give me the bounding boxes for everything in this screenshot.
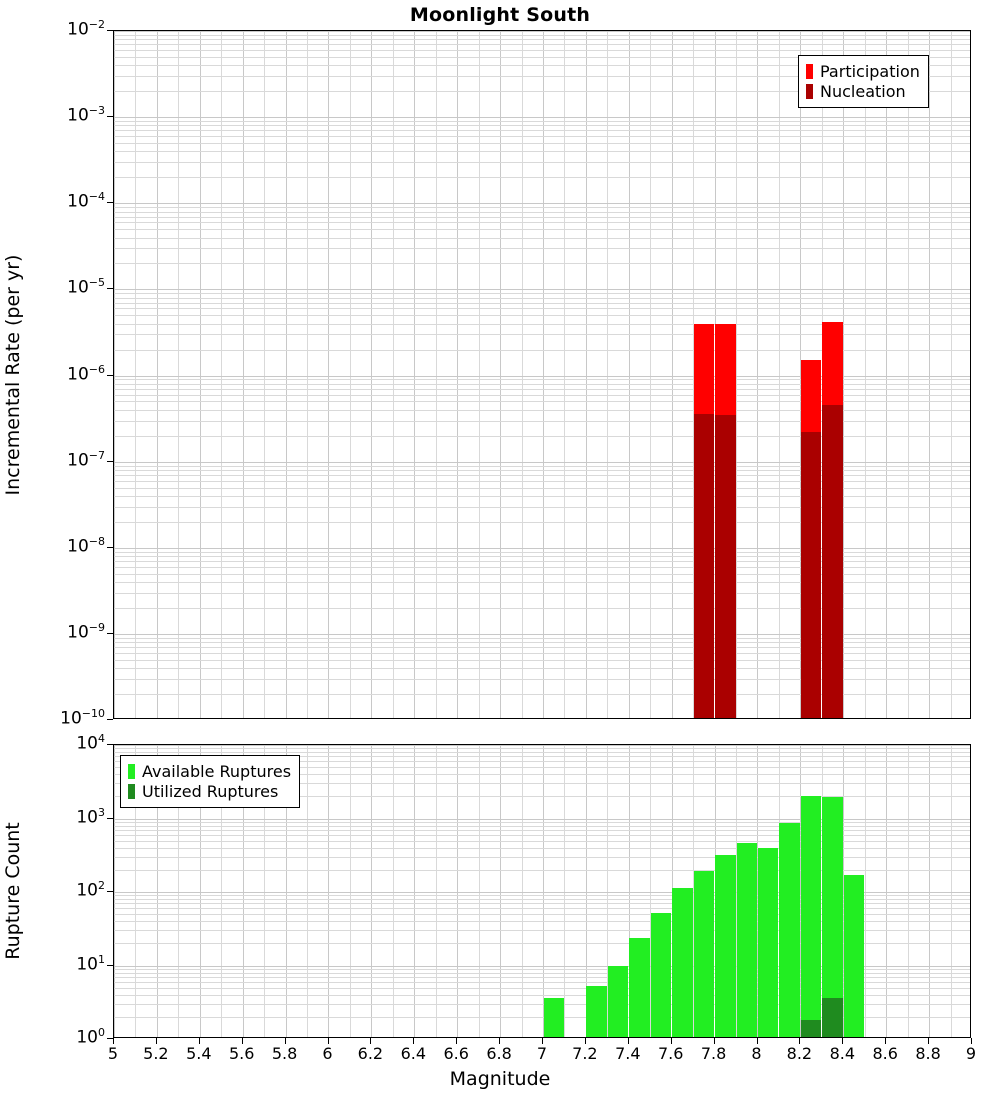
x-tick-label: 9 bbox=[965, 1044, 977, 1063]
x-tick-label: 6.2 bbox=[357, 1044, 384, 1063]
x-tick-label: 8.4 bbox=[829, 1044, 856, 1063]
legend-label: Participation bbox=[820, 61, 920, 81]
y-tick-mark bbox=[107, 375, 113, 376]
legend-swatch bbox=[806, 84, 813, 99]
x-tick-mark bbox=[671, 1038, 672, 1044]
bar-rupture-count-available-ruptures-9 bbox=[758, 848, 778, 1037]
x-axis-title: Magnitude bbox=[449, 1068, 551, 1090]
bar-rupture-count-available-ruptures-11 bbox=[801, 796, 821, 1037]
y-tick-mark bbox=[107, 116, 113, 117]
legend-bottom bbox=[120, 755, 300, 808]
y-tick-label: $10^{-5}$ bbox=[67, 276, 105, 299]
legend-label: Available Ruptures bbox=[142, 761, 292, 781]
bar-rupture-count-available-ruptures-2 bbox=[608, 966, 628, 1038]
y-tick-label: $10^0$ bbox=[76, 1026, 105, 1048]
bar-rupture-count-available-ruptures-13 bbox=[844, 875, 864, 1037]
x-tick-mark bbox=[628, 1038, 629, 1044]
y-tick-label: $10^{-2}$ bbox=[67, 18, 105, 40]
y-tick-mark bbox=[107, 547, 113, 548]
x-tick-mark bbox=[928, 1038, 929, 1044]
y-tick-mark bbox=[107, 288, 113, 289]
bar-rupture-count-available-ruptures-6 bbox=[694, 871, 714, 1037]
x-tick-label: 6.6 bbox=[443, 1044, 469, 1063]
y-tick-mark bbox=[107, 202, 113, 203]
x-tick-mark bbox=[285, 1038, 286, 1044]
bar-incremental-rate-nucleation-2 bbox=[801, 432, 821, 718]
x-tick-mark bbox=[585, 1038, 586, 1044]
bar-rupture-count-available-ruptures-4 bbox=[651, 913, 671, 1037]
x-tick-label: 7.8 bbox=[700, 1044, 727, 1063]
bar-rupture-count-available-ruptures-1 bbox=[586, 986, 606, 1037]
legend-top bbox=[798, 55, 929, 108]
x-tick-mark bbox=[799, 1038, 800, 1044]
y-tick-label: $10^1$ bbox=[76, 952, 105, 975]
y-tick-label: $10^2$ bbox=[76, 879, 105, 901]
x-tick-mark bbox=[156, 1038, 157, 1044]
x-tick-label: 5 bbox=[107, 1044, 119, 1063]
x-tick-mark bbox=[328, 1038, 329, 1044]
bar-rupture-count-available-ruptures-7 bbox=[715, 855, 735, 1037]
y-tick-label: $10^{-8}$ bbox=[67, 534, 105, 557]
x-tick-label: 8 bbox=[751, 1044, 762, 1063]
y-tick-mark bbox=[107, 719, 113, 720]
legend-item bbox=[806, 61, 920, 81]
bar-rupture-count-available-ruptures-3 bbox=[629, 938, 649, 1037]
axis-title: Incremental Rate (per yr) bbox=[2, 254, 24, 495]
y-tick-mark bbox=[107, 633, 113, 634]
x-tick-label: 5.8 bbox=[271, 1044, 298, 1063]
y-tick-mark bbox=[107, 744, 113, 745]
x-tick-label: 7 bbox=[536, 1044, 548, 1063]
y-tick-label: $10^{-4}$ bbox=[67, 190, 105, 212]
bar-incremental-rate-nucleation-0 bbox=[694, 414, 714, 718]
x-tick-mark bbox=[456, 1038, 457, 1044]
x-tick-mark bbox=[413, 1038, 414, 1044]
x-tick-mark bbox=[885, 1038, 886, 1044]
x-tick-label: 6 bbox=[322, 1044, 333, 1063]
y-tick-mark bbox=[107, 461, 113, 462]
bars-incremental-rate bbox=[114, 31, 970, 718]
bar-incremental-rate-nucleation-1 bbox=[715, 415, 735, 718]
bar-rupture-count-utilized-ruptures-12 bbox=[822, 998, 842, 1037]
y-tick-label: $10^{-6}$ bbox=[67, 362, 105, 385]
y-tick-label: $10^{-9}$ bbox=[67, 620, 105, 643]
x-tick-label: 7.6 bbox=[657, 1044, 684, 1063]
y-tick-label: $10^{-3}$ bbox=[67, 104, 105, 126]
x-tick-label: 6.4 bbox=[400, 1044, 427, 1063]
bar-rupture-count-utilized-ruptures-11 bbox=[801, 1020, 821, 1037]
x-tick-mark bbox=[242, 1038, 243, 1044]
bar-incremental-rate-nucleation-3 bbox=[822, 405, 842, 718]
x-tick-mark bbox=[842, 1038, 843, 1044]
x-tick-mark bbox=[542, 1038, 543, 1044]
legend-swatch bbox=[128, 784, 135, 799]
x-tick-mark bbox=[370, 1038, 371, 1044]
y-tick-label: $10^{-7}$ bbox=[67, 448, 105, 471]
x-tick-mark bbox=[199, 1038, 200, 1044]
legend-swatch bbox=[128, 764, 135, 779]
page-title: Moonlight South bbox=[409, 4, 591, 26]
bar-rupture-count-available-ruptures-5 bbox=[672, 888, 692, 1037]
x-tick-label: 6.8 bbox=[486, 1044, 512, 1063]
x-tick-label: 7.2 bbox=[572, 1044, 598, 1063]
x-tick-mark bbox=[499, 1038, 500, 1044]
axis-title: Rupture Count bbox=[2, 822, 24, 960]
bar-rupture-count-available-ruptures-0 bbox=[544, 998, 564, 1037]
y-tick-label: $10^{-10}$ bbox=[60, 707, 105, 729]
x-tick-label: 8.6 bbox=[872, 1044, 898, 1063]
y-tick-mark bbox=[107, 30, 113, 31]
x-tick-label: 5.2 bbox=[143, 1044, 169, 1063]
y-tick-mark bbox=[107, 818, 113, 819]
legend-swatch bbox=[806, 64, 813, 79]
legend-item bbox=[806, 81, 920, 101]
x-tick-label: 7.4 bbox=[615, 1044, 641, 1063]
y-tick-mark bbox=[107, 965, 113, 966]
x-tick-label: 5.6 bbox=[228, 1044, 255, 1063]
y-tick-label: $10^4$ bbox=[76, 732, 105, 754]
x-tick-label: 8.8 bbox=[915, 1044, 941, 1063]
x-tick-label: 8.2 bbox=[786, 1044, 813, 1063]
legend-item bbox=[128, 761, 291, 781]
x-tick-label: 5.4 bbox=[186, 1044, 212, 1063]
x-tick-mark bbox=[113, 1038, 114, 1044]
y-tick-mark bbox=[107, 891, 113, 892]
bar-rupture-count-available-ruptures-8 bbox=[737, 843, 757, 1037]
x-tick-mark bbox=[714, 1038, 715, 1044]
incremental-rate-plot bbox=[113, 30, 971, 719]
x-tick-mark bbox=[757, 1038, 758, 1044]
legend-label: Nucleation bbox=[820, 81, 906, 101]
legend-item bbox=[128, 781, 291, 801]
legend-label: Utilized Ruptures bbox=[142, 781, 279, 801]
x-tick-mark bbox=[971, 1038, 972, 1044]
y-tick-label: $10^3$ bbox=[76, 805, 105, 828]
bar-rupture-count-available-ruptures-10 bbox=[779, 823, 799, 1037]
